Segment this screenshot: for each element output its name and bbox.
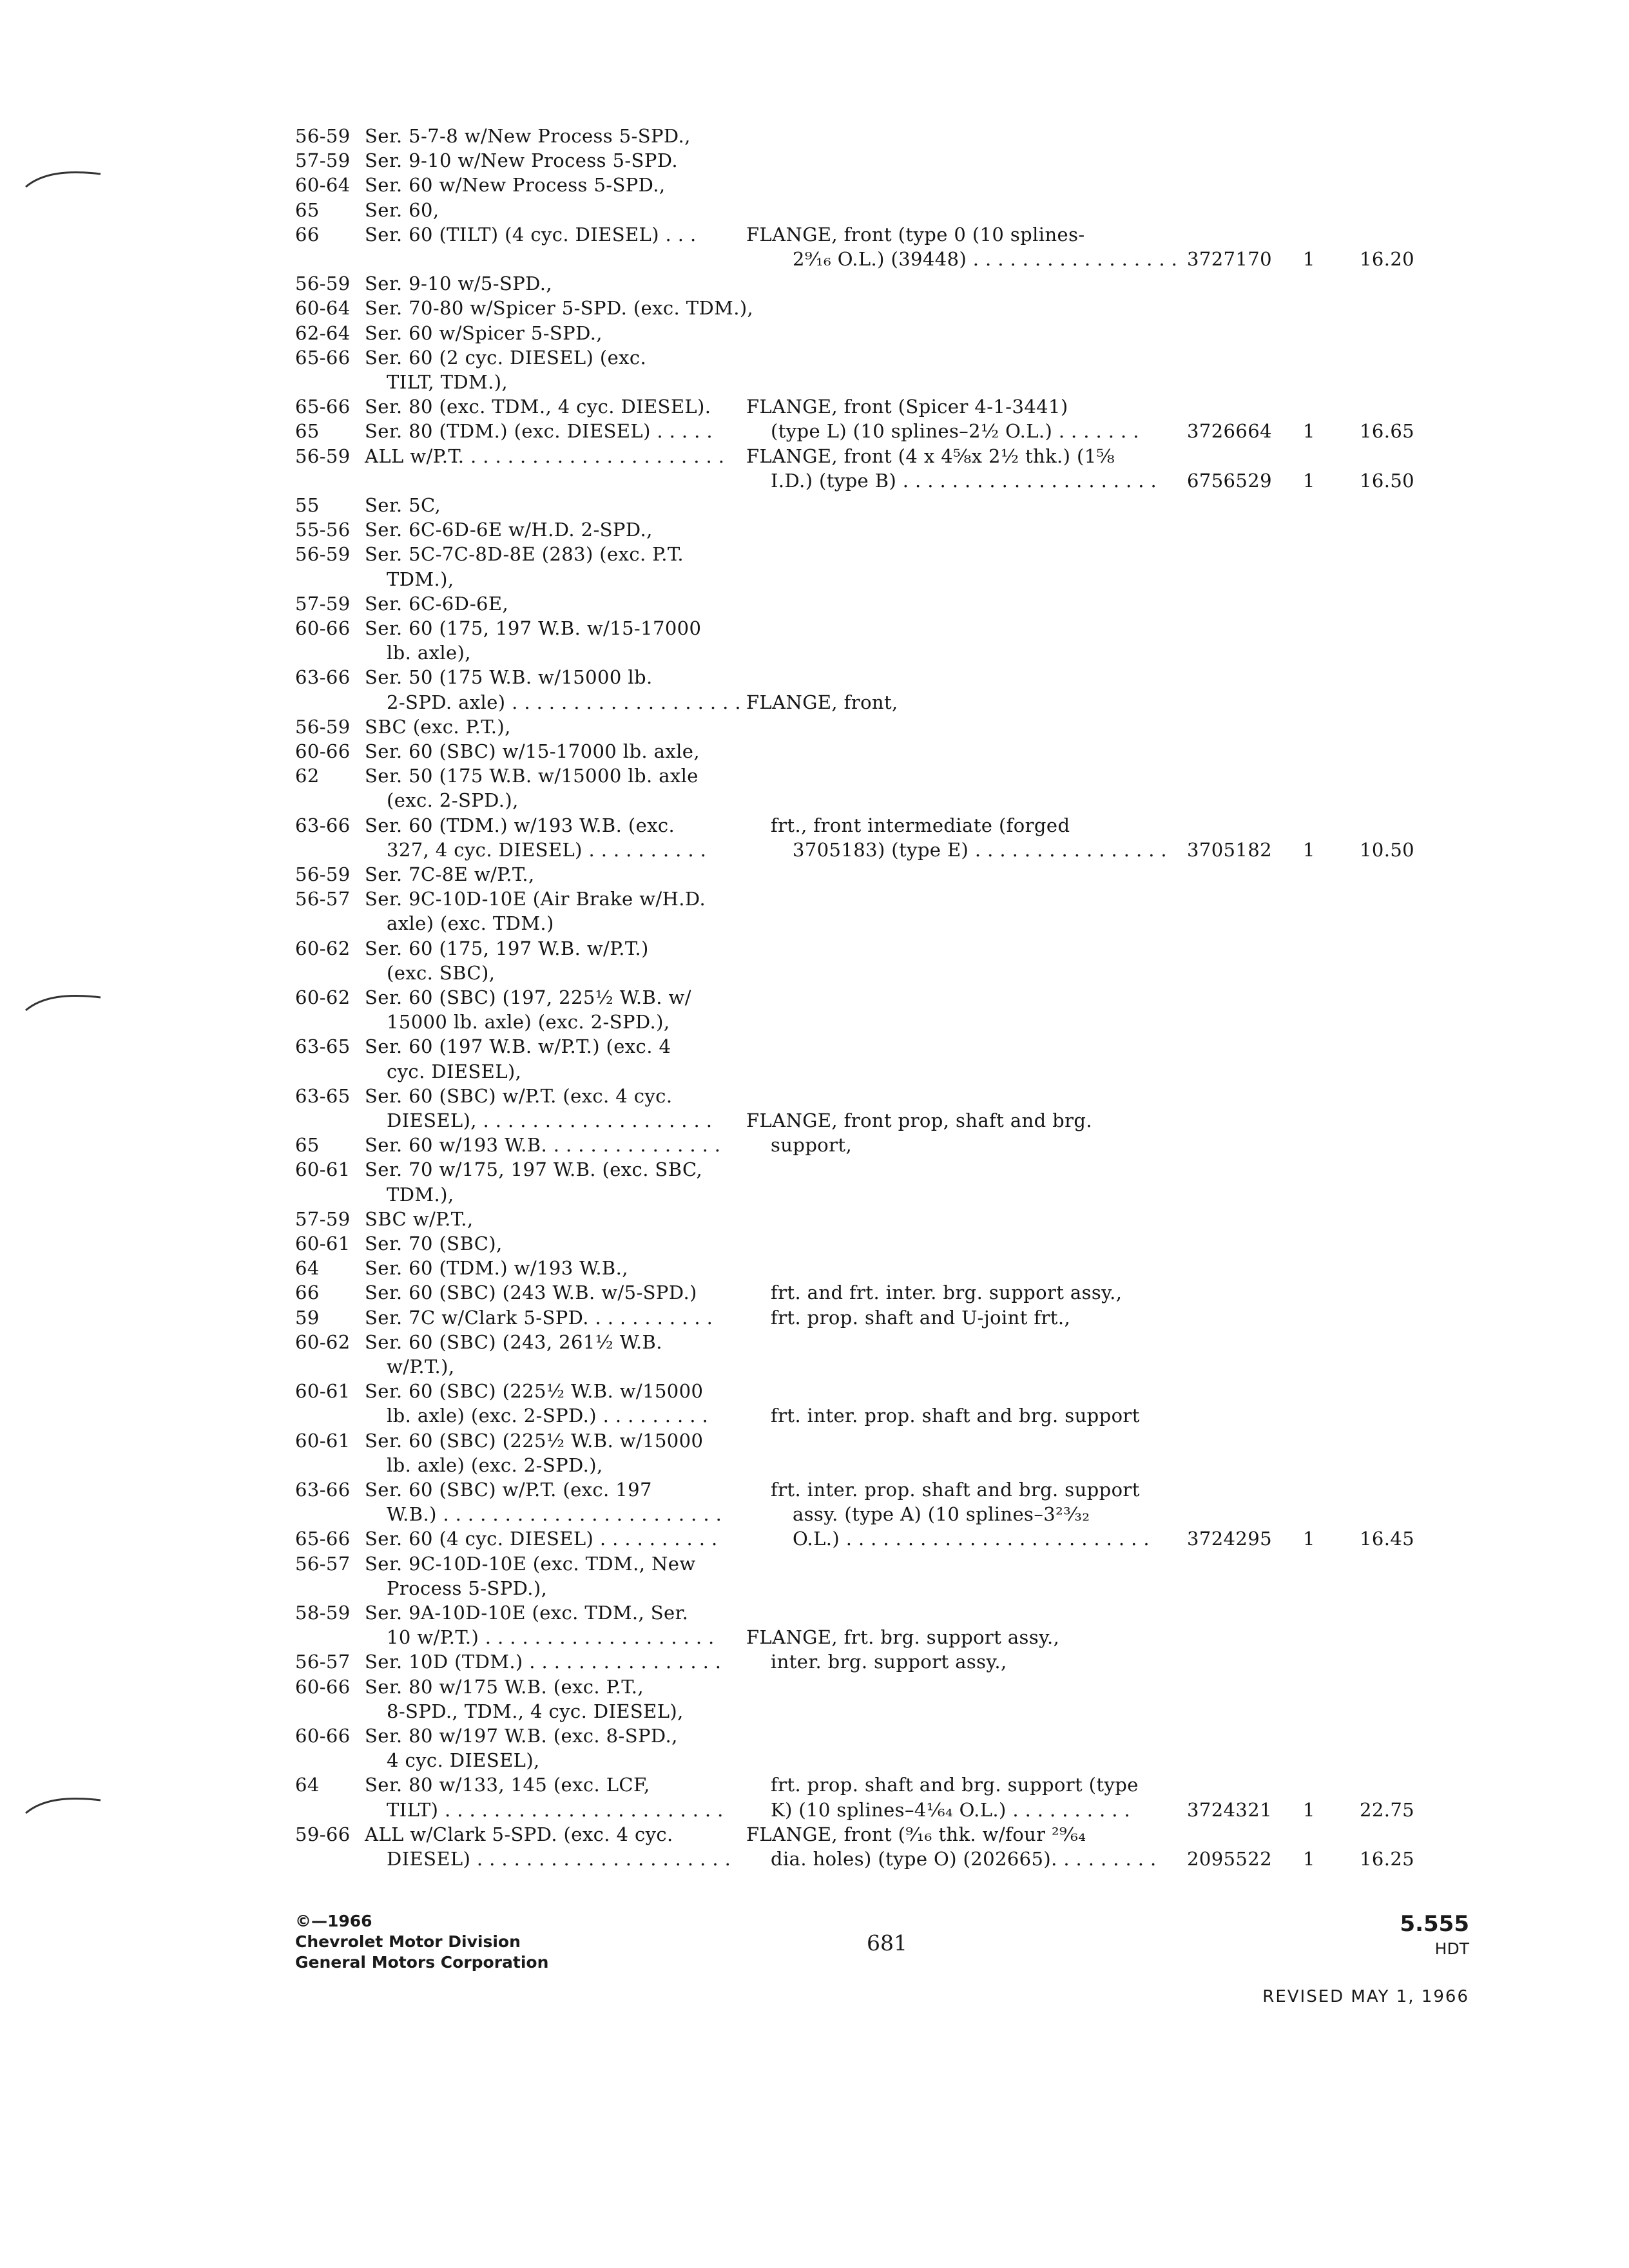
row-models-cont: 327, 4 cyc. DIESEL) . . . . . . . . . . xyxy=(387,839,707,861)
row-models: Ser. 80 (TDM.) (exc. DIESEL) . . . . . xyxy=(365,420,713,442)
row-years: 60-61 xyxy=(295,1233,351,1254)
row-models: Ser. 60 (SBC) (225½ W.B. w/15000 xyxy=(365,1430,704,1452)
row-years: 60-61 xyxy=(295,1158,351,1180)
row-years: 60-61 xyxy=(295,1380,351,1402)
row-years: 60-61 xyxy=(295,1430,351,1452)
row-years: 57-59 xyxy=(295,593,351,615)
row-models-cont: DIESEL), . . . . . . . . . . . . . . . . . . . xyxy=(387,1110,713,1131)
row-years: 60-66 xyxy=(295,1676,351,1698)
row-models: Ser. 5C, xyxy=(365,494,441,516)
row-description-cont: 2⁹⁄₁₆ O.L.) (39448) . . . . . . . . . . . . . . . . . xyxy=(793,248,1178,270)
row-models: Ser. 60 w/193 W.B. . . . . . . . . . . . . . . xyxy=(365,1134,721,1156)
row-part-number: 3724295 xyxy=(1187,1528,1272,1550)
row-models-cont: 8-SPD., TDM., 4 cyc. DIESEL), xyxy=(387,1700,684,1722)
row-models: Ser. 9-10 w/5-SPD., xyxy=(365,273,552,294)
row-description-cont: 3705183) (type E) . . . . . . . . . . . . . . . . xyxy=(793,839,1168,861)
hole-punch-mark xyxy=(23,166,107,192)
row-years: 56-59 xyxy=(295,125,351,147)
row-years: 56-59 xyxy=(295,863,351,885)
row-models: Ser. 7C-8E w/P.T., xyxy=(365,863,535,885)
row-models: Ser. 80 w/197 W.B. (exc. 8-SPD., xyxy=(365,1725,678,1747)
row-models-cont: 15000 lb. axle) (exc. 2-SPD.), xyxy=(387,1011,670,1033)
row-description-cont: dia. holes) (type O) (202665). . . . . . . . . xyxy=(771,1848,1157,1870)
row-years: 64 xyxy=(295,1774,320,1796)
row-years: 60-62 xyxy=(295,1331,351,1353)
row-price: 16.65 xyxy=(1360,420,1415,442)
row-models: Ser. 60 (SBC) (243, 261½ W.B. xyxy=(365,1331,662,1353)
page-number: 681 xyxy=(867,1930,907,1956)
row-models-cont: axle) (exc. TDM.) xyxy=(387,912,554,934)
row-models: Ser. 60 (TDM.) w/193 W.B. (exc. xyxy=(365,814,675,836)
row-price: 10.50 xyxy=(1360,839,1415,861)
row-description: FLANGE, front (⁹⁄₁₆ thk. w/four ²⁹⁄₆₄ xyxy=(746,1823,1086,1845)
row-years: 63-65 xyxy=(295,1035,351,1057)
row-models-cont: TILT, TDM.), xyxy=(387,371,508,393)
row-models: Ser. 70 (SBC), xyxy=(365,1233,503,1254)
row-quantity: 1 xyxy=(1303,420,1315,442)
row-years: 60-62 xyxy=(295,986,351,1008)
row-models: Ser. 80 w/175 W.B. (exc. P.T., xyxy=(365,1676,644,1698)
row-models: Ser. 7C w/Clark 5-SPD. . . . . . . . . . . xyxy=(365,1307,713,1329)
row-description: FLANGE, front (type 0 (10 splines- xyxy=(746,224,1085,245)
row-description: FLANGE, front (Spicer 4-1-3441) xyxy=(746,396,1068,418)
row-years: 65-66 xyxy=(295,347,351,369)
row-years: 58-59 xyxy=(295,1602,351,1624)
row-models: Ser. 70 w/175, 197 W.B. (exc. SBC, xyxy=(365,1158,703,1180)
hole-punch-mark xyxy=(23,1792,107,1818)
row-years: 59 xyxy=(295,1307,320,1329)
row-years: 65 xyxy=(295,1134,320,1156)
row-models: Ser. 80 w/133, 145 (exc. LCF, xyxy=(365,1774,650,1796)
row-models: Ser. 50 (175 W.B. w/15000 lb. axle xyxy=(365,765,699,787)
row-models-cont: DIESEL) . . . . . . . . . . . . . . . . . . . . . xyxy=(387,1848,731,1870)
row-years: 60-66 xyxy=(295,1725,351,1747)
row-years: 57-59 xyxy=(295,1208,351,1230)
revised-date: REVISED MAY 1, 1966 xyxy=(1262,1987,1469,2006)
row-description: FLANGE, frt. brg. support assy., xyxy=(746,1626,1060,1648)
row-years: 59-66 xyxy=(295,1823,351,1845)
row-price: 16.45 xyxy=(1360,1528,1415,1550)
row-models-cont: lb. axle) (exc. 2-SPD.) . . . . . . . . . xyxy=(387,1405,709,1427)
row-models: Ser. 60 (175, 197 W.B. w/15-17000 xyxy=(365,617,702,639)
row-price: 16.25 xyxy=(1360,1848,1415,1870)
row-years: 65 xyxy=(295,199,320,221)
row-models: Ser. 60 (SBC) (225½ W.B. w/15000 xyxy=(365,1380,704,1402)
row-models: Ser. 60 (SBC) (197, 225½ W.B. w/ xyxy=(365,986,691,1008)
row-models: Ser. 6C-6D-6E w/H.D. 2-SPD., xyxy=(365,519,653,541)
copyright: ©—1966 xyxy=(295,1912,372,1930)
row-models: Ser. 9C-10D-10E (Air Brake w/H.D. xyxy=(365,888,706,910)
row-part-number: 2095522 xyxy=(1187,1848,1272,1870)
division: Chevrolet Motor Division xyxy=(295,1932,521,1951)
row-description-cont: I.D.) (type B) . . . . . . . . . . . . . . . . . . . . . xyxy=(771,470,1157,492)
row-models: ALL w/Clark 5-SPD. (exc. 4 cyc. xyxy=(365,1823,673,1845)
row-price: 22.75 xyxy=(1360,1799,1415,1821)
row-description-cont: frt. and frt. inter. brg. support assy., xyxy=(771,1282,1123,1303)
row-models-cont: 2-SPD. axle) . . . . . . . . . . . . . . . . . . . xyxy=(387,691,741,713)
row-years: 65-66 xyxy=(295,396,351,418)
row-quantity: 1 xyxy=(1303,248,1315,270)
row-models: Ser. 60 (SBC) w/P.T. (exc. 4 cyc. xyxy=(365,1085,673,1107)
row-quantity: 1 xyxy=(1303,1799,1315,1821)
section-number: 5.555 xyxy=(1400,1911,1469,1937)
row-years: 65 xyxy=(295,420,320,442)
row-description-cont: assy. (type A) (10 splines–3²³⁄₃₂ xyxy=(793,1503,1090,1525)
row-models-cont: TILT) . . . . . . . . . . . . . . . . . . . . . . . xyxy=(387,1799,724,1821)
row-models: Ser. 5C-7C-8D-8E (283) (exc. P.T. xyxy=(365,543,684,565)
row-years: 60-62 xyxy=(295,937,351,959)
row-models-cont: (exc. 2-SPD.), xyxy=(387,789,519,811)
row-models: SBC w/P.T., xyxy=(365,1208,474,1230)
row-models-cont: TDM.), xyxy=(387,568,454,590)
row-models: Ser. 80 (exc. TDM., 4 cyc. DIESEL). xyxy=(365,396,711,418)
row-quantity: 1 xyxy=(1303,470,1315,492)
row-years: 63-65 xyxy=(295,1085,351,1107)
row-years: 60-64 xyxy=(295,174,351,196)
row-models: Ser. 10D (TDM.) . . . . . . . . . . . . . . . . xyxy=(365,1651,722,1673)
row-quantity: 1 xyxy=(1303,839,1315,861)
row-years: 60-66 xyxy=(295,740,351,762)
corporation: General Motors Corporation xyxy=(295,1953,549,1972)
row-quantity: 1 xyxy=(1303,1528,1315,1550)
row-part-number: 3726664 xyxy=(1187,420,1272,442)
row-years: 56-57 xyxy=(295,1553,351,1575)
row-models-cont: lb. axle), xyxy=(387,642,471,664)
row-models: Ser. 50 (175 W.B. w/15000 lb. xyxy=(365,666,653,688)
row-quantity: 1 xyxy=(1303,1848,1315,1870)
row-models: Ser. 9A-10D-10E (exc. TDM., Ser. xyxy=(365,1602,689,1624)
row-description-cont: O.L.) . . . . . . . . . . . . . . . . . . . . . . . . . xyxy=(793,1528,1150,1550)
section-subtitle: HDT xyxy=(1434,1939,1469,1958)
row-models: ALL w/P.T. . . . . . . . . . . . . . . . . . . . . . xyxy=(365,445,725,467)
row-models: Ser. 60, xyxy=(365,199,439,221)
row-models: Ser. 5-7-8 w/New Process 5-SPD., xyxy=(365,125,691,147)
row-years: 57-59 xyxy=(295,149,351,171)
row-models-cont: Process 5-SPD.), xyxy=(387,1577,548,1599)
publisher-block xyxy=(295,1911,548,1973)
row-description-cont: frt. inter. prop. shaft and brg. support xyxy=(771,1479,1140,1501)
row-models-cont: W.B.) . . . . . . . . . . . . . . . . . . . . . . . xyxy=(387,1503,722,1525)
row-description-cont: inter. brg. support assy., xyxy=(771,1651,1007,1673)
row-models: Ser. 70-80 w/Spicer 5-SPD. (exc. TDM.), xyxy=(365,297,754,319)
hole-punch-mark xyxy=(23,990,107,1015)
row-part-number: 3727170 xyxy=(1187,248,1272,270)
row-models: Ser. 60 (197 W.B. w/P.T.) (exc. 4 xyxy=(365,1035,671,1057)
row-models-cont: 10 w/P.T.) . . . . . . . . . . . . . . . . . . . xyxy=(387,1626,715,1648)
row-description-cont: frt., front intermediate (forged xyxy=(771,814,1070,836)
row-description: FLANGE, front (4 x 4⅝x 2½ thk.) (1⅝ xyxy=(746,445,1115,467)
row-years: 62 xyxy=(295,765,320,787)
row-years: 60-66 xyxy=(295,617,351,639)
row-models-cont: (exc. SBC), xyxy=(387,962,496,984)
row-years: 63-66 xyxy=(295,814,351,836)
row-years: 66 xyxy=(295,224,320,245)
row-price: 16.50 xyxy=(1360,470,1415,492)
row-models: Ser. 60 (2 cyc. DIESEL) (exc. xyxy=(365,347,647,369)
row-models: Ser. 9C-10D-10E (exc. TDM., New xyxy=(365,1553,696,1575)
row-years: 66 xyxy=(295,1282,320,1303)
row-years: 55-56 xyxy=(295,519,351,541)
row-models: Ser. 60 (4 cyc. DIESEL) . . . . . . . . . . xyxy=(365,1528,718,1550)
row-models-cont: cyc. DIESEL), xyxy=(387,1061,522,1082)
row-years: 60-64 xyxy=(295,297,351,319)
row-description: FLANGE, front, xyxy=(746,691,898,713)
row-description-cont: frt. prop. shaft and brg. support (type xyxy=(771,1774,1139,1796)
row-models: Ser. 60 w/New Process 5-SPD., xyxy=(365,174,666,196)
row-years: 65-66 xyxy=(295,1528,351,1550)
row-models: Ser. 60 (SBC) (243 W.B. w/5-SPD.) xyxy=(365,1282,697,1303)
row-models: Ser. 9-10 w/New Process 5-SPD. xyxy=(365,149,678,171)
row-description-cont: (type L) (10 splines–2½ O.L.) . . . . . . . xyxy=(771,420,1139,442)
row-part-number: 3705182 xyxy=(1187,839,1272,861)
row-years: 63-66 xyxy=(295,666,351,688)
row-years: 56-57 xyxy=(295,888,351,910)
row-years: 56-59 xyxy=(295,543,351,565)
row-years: 56-57 xyxy=(295,1651,351,1673)
row-part-number: 6756529 xyxy=(1187,470,1272,492)
row-models: Ser. 60 (TDM.) w/193 W.B., xyxy=(365,1257,628,1279)
row-description-cont: K) (10 splines–4¹⁄₆₄ O.L.) . . . . . . . . . . xyxy=(771,1799,1131,1821)
row-models: Ser. 60 (SBC) w/15-17000 lb. axle, xyxy=(365,740,700,762)
row-models: Ser. 60 w/Spicer 5-SPD., xyxy=(365,322,602,344)
row-years: 56-59 xyxy=(295,273,351,294)
row-years: 55 xyxy=(295,494,320,516)
row-models-cont: w/P.T.), xyxy=(387,1356,455,1378)
row-description-cont: frt. prop. shaft and U-joint frt., xyxy=(771,1307,1071,1329)
row-models-cont: TDM.), xyxy=(387,1184,454,1206)
row-description: FLANGE, front prop, shaft and brg. xyxy=(746,1110,1092,1131)
row-models-cont: 4 cyc. DIESEL), xyxy=(387,1749,540,1771)
row-years: 56-59 xyxy=(295,445,351,467)
row-models: Ser. 6C-6D-6E, xyxy=(365,593,509,615)
row-part-number: 3724321 xyxy=(1187,1799,1272,1821)
row-years: 63-66 xyxy=(295,1479,351,1501)
row-models: SBC (exc. P.T.), xyxy=(365,716,511,738)
row-description-cont: frt. inter. prop. shaft and brg. support xyxy=(771,1405,1140,1427)
row-models: Ser. 60 (SBC) w/P.T. (exc. 197 xyxy=(365,1479,652,1501)
row-years: 62-64 xyxy=(295,322,351,344)
row-price: 16.20 xyxy=(1360,248,1415,270)
row-models: Ser. 60 (TILT) (4 cyc. DIESEL) . . . xyxy=(365,224,697,245)
row-description-cont: support, xyxy=(771,1134,853,1156)
row-years: 56-59 xyxy=(295,716,351,738)
row-models: Ser. 60 (175, 197 W.B. w/P.T.) xyxy=(365,937,649,959)
row-models-cont: lb. axle) (exc. 2-SPD.), xyxy=(387,1454,603,1476)
row-years: 64 xyxy=(295,1257,320,1279)
